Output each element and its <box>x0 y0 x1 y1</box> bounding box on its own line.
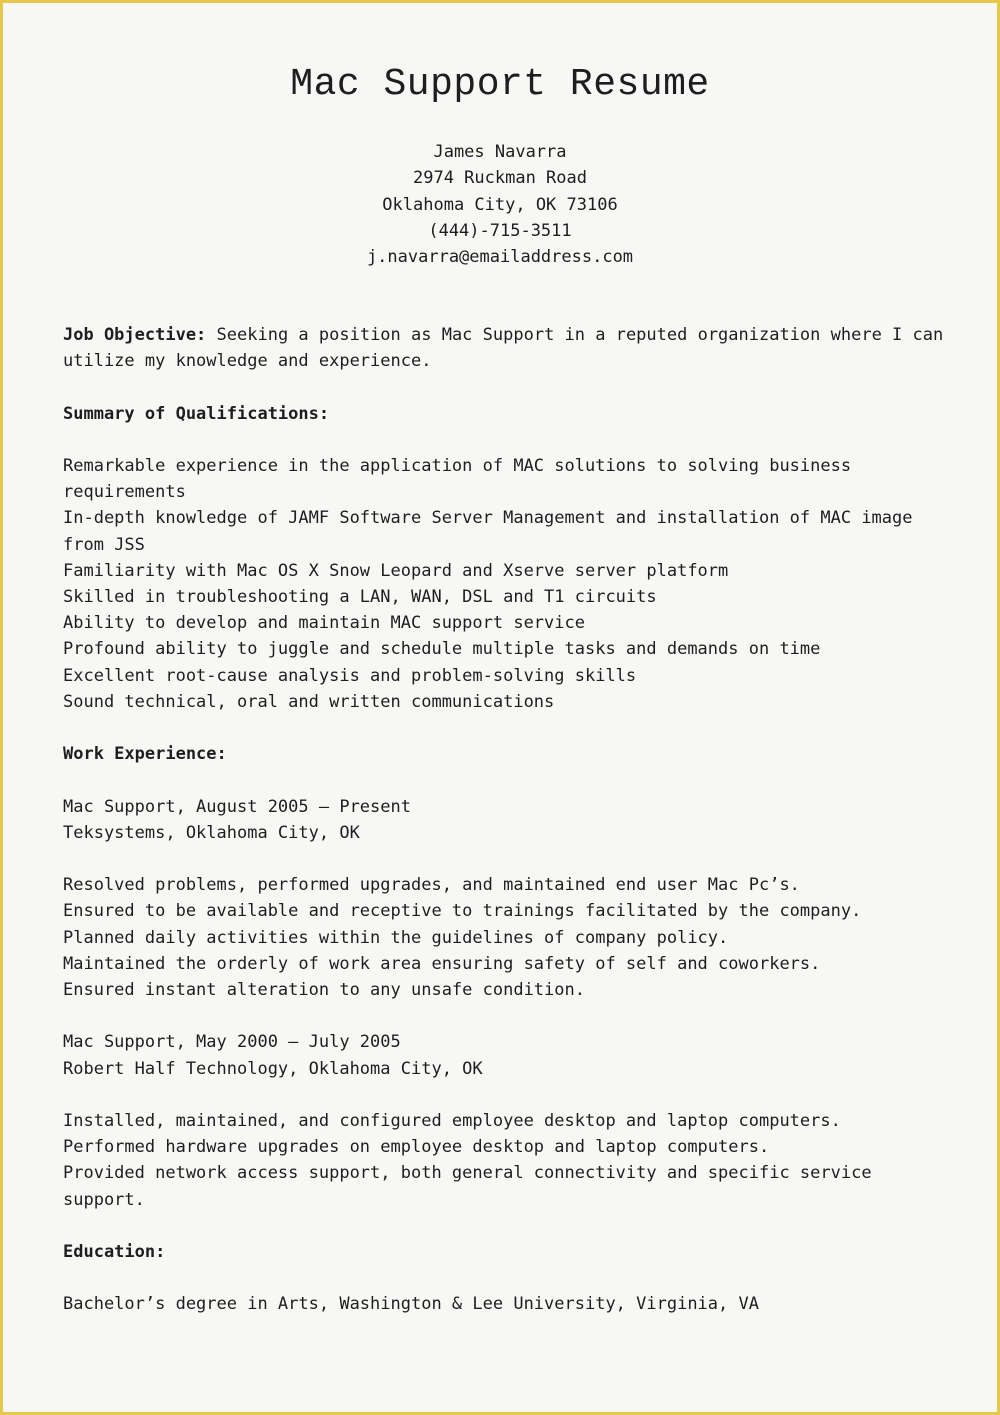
job-objective <box>63 322 954 374</box>
contact-phone: (444)-715-3511 <box>428 220 572 241</box>
job-duty: Ensured instant alteration to any unsafe condition. <box>63 980 585 1000</box>
job-duty: Ensured to be available and receptive to trainings facilitated by the company. <box>63 901 862 922</box>
qualifications-heading: Summary of Qualifications: <box>63 403 330 424</box>
contact-name: James Navarra <box>433 142 567 162</box>
job-duty: Installed, maintained, and configured employee desktop and laptop computers. <box>63 1110 841 1131</box>
job-duty: Planned daily activities within the guidelines of company policy. <box>63 927 729 948</box>
job-duty: Maintained the orderly of work area ensuring safety of self and coworkers. <box>63 953 821 974</box>
work-experience-heading: Work Experience: <box>63 744 227 765</box>
education-heading: Education: <box>63 1241 166 1262</box>
job-duty: Resolved problems, performed upgrades, and maintained end user Mac Pc’s. <box>63 875 800 896</box>
qualification-item: Sound technical, oral and written communications <box>63 691 555 712</box>
qualification-item: Profound ability to juggle and schedule multiple tasks and demands on time <box>63 639 821 660</box>
job-title-dates: Mac Support, May 2000 – July 2005 <box>63 1032 401 1053</box>
qualification-item: Ability to develop and maintain MAC support service <box>63 613 585 634</box>
contact-street: 2974 Ruckman Road <box>413 168 587 189</box>
qualification-item: Excellent root-cause analysis and problem-solving skills <box>63 665 637 686</box>
job-duty: Performed hardware upgrades on employee desktop and laptop computers. <box>63 1137 770 1158</box>
job-objective-label: Job Objective: <box>63 325 207 345</box>
qualification-item: Familiarity with Mac OS X Snow Leopard and Xserve server platform <box>63 560 729 581</box>
job-company: Teksystems, Oklahoma City, OK <box>63 822 360 843</box>
contact-city: Oklahoma City, OK 73106 <box>382 194 618 215</box>
qualification-item: Remarkable experience in the application of MAC solutions to solving business requirements <box>63 455 862 503</box>
job-duty: Provided network access support, both general connectivity and specific service support. <box>63 1163 882 1210</box>
resume-body <box>63 322 953 1318</box>
contact-block <box>3 139 997 270</box>
job-objective-text: Seeking a position as Mac Support in a reputed organization where I can utilize my knowledge and experience. <box>63 325 954 372</box>
job-title-dates: Mac Support, August 2005 – Present <box>63 796 411 817</box>
education-item: Bachelor’s degree in Arts, Washington & Lee University, Virginia, VA <box>63 1294 759 1315</box>
job-company: Robert Half Technology, Oklahoma City, OK <box>63 1058 483 1079</box>
contact-email: j.navarra@emailaddress.com <box>366 247 634 268</box>
qualification-item: In-depth knowledge of JAMF Software Server Management and installation of MAC image from JSS <box>63 508 923 555</box>
resume-title: Mac Support Resume <box>290 63 710 106</box>
qualification-item: Skilled in troubleshooting a LAN, WAN, DSL and T1 circuits <box>63 587 657 607</box>
